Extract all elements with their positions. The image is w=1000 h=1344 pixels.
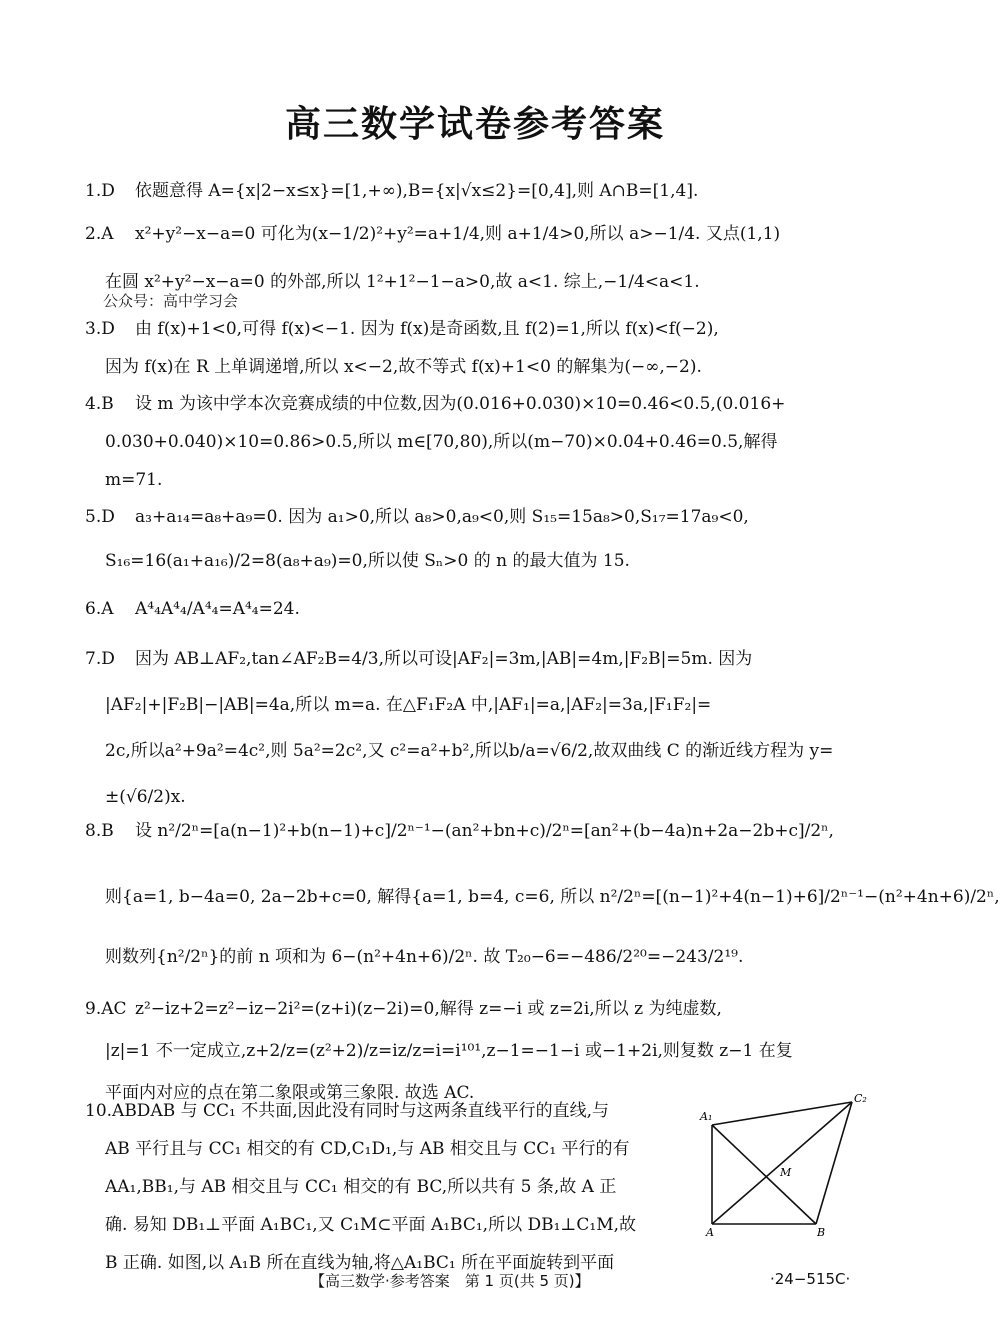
label-a1: A₁ xyxy=(700,1110,713,1123)
answer-number: 6.A xyxy=(85,599,114,619)
answer-line xyxy=(85,310,875,348)
answer-number: 2.A xyxy=(85,224,114,244)
answer-line: 则数列{n²/2ⁿ}的前 n 项和为 6−(n²+4n+6)/2ⁿ. 故 T₂₀−6=−486/2²⁰=−243/2¹⁹. xyxy=(105,947,744,967)
answer-item xyxy=(85,640,875,816)
answer-line: 2c,所以a²+9a²=4c²,则 5a²=2c²,又 c²=a²+b²,所以b/a=√6/2,故双曲线 C 的渐近线方程为 y= xyxy=(105,741,834,761)
answer-text: a₃+a₁₄=a₈+a₉=0. 因为 a₁>0,所以 a₈>0,a₉<0,则 S₁₅=15a₈>0,S₁₇=17a₉<0, xyxy=(135,507,749,527)
answer-line: 确. 易知 DB₁⊥平面 A₁BC₁,又 C₁M⊂平面 A₁BC₁,所以 DB₁⊥C₁M,故 xyxy=(105,1215,637,1235)
answer-item xyxy=(85,215,875,301)
answer-text: z²−iz+2=z²−iz−2i²=(z+i)(z−2i)=0,解得 z=−i 或 z=2i,所以 z 为纯虚数, xyxy=(135,999,722,1019)
answer-line xyxy=(85,172,875,210)
answer-line: 在圆 x²+y²−x−a=0 的外部,所以 1²+1²−1−a>0,故 a<1. 综上,−1/4<a<1. xyxy=(105,272,700,292)
answer-text: x²+y²−x−a=0 可化为(x−1/2)²+y²=a+1/4,则 a+1/4>0,所以 a>−1/4. 又点(1,1) xyxy=(135,224,781,244)
answer-line: ±(√6/2)x. xyxy=(105,787,186,807)
answer-text: 设 n²/2ⁿ=[a(n−1)²+b(n−1)+c]/2ⁿ⁻¹−(an²+bn+c)/2ⁿ=[an²+(b−4a)n+2a−2b+c]/2ⁿ, xyxy=(135,821,834,841)
answer-line: 平面内对应的点在第二象限或第三象限. 故选 AC. xyxy=(105,1083,475,1103)
answer-line: S₁₆=16(a₁+a₁₆)/2=8(a₈+a₉)=0,所以使 Sₙ>0 的 n 的最大值为 15. xyxy=(105,551,630,571)
answer-line: |AF₂|+|F₂B|−|AB|=4a,所以 m=a. 在△F₁F₂A 中,|AF₁|=a,|AF₂|=3a,|F₁F₂|= xyxy=(105,695,712,715)
answer-line: m=71. xyxy=(105,470,163,490)
answer-line xyxy=(85,385,875,423)
label-a: A xyxy=(706,1226,714,1239)
answer-line: 0.030+0.040)×10=0.86>0.5,所以 m∈[70,80),所以(m−70)×0.04+0.46=0.5,解得 xyxy=(105,432,778,452)
edge-a1-c2 xyxy=(712,1102,852,1125)
answer-number: 9.AC xyxy=(85,999,127,1019)
footer-page-info: 【高三数学·参考答案 第 1 页(共 5 页)】 xyxy=(310,1272,590,1290)
answer-line xyxy=(85,215,875,253)
answer-text: A⁴₄A⁴₄/A⁴₄=A⁴₄=24. xyxy=(135,599,300,619)
answer-line xyxy=(85,812,875,850)
label-m: M xyxy=(780,1166,792,1179)
answer-line xyxy=(85,590,875,628)
footer-code: ·24−515C· xyxy=(770,1270,851,1288)
answer-number: 5.D xyxy=(85,507,115,527)
answer-text: AB 与 CC₁ 不共面,因此没有同时与这两条直线平行的直线,与 xyxy=(150,1101,610,1121)
answer-line xyxy=(85,498,875,536)
edge-a1-b xyxy=(712,1125,816,1224)
answer-line: AA₁,BB₁,与 AB 相交且与 CC₁ 相交的有 BC,所以共有 5 条,故 A 正 xyxy=(105,1177,617,1197)
answer-line: 则{a=1, b−4a=0, 2a−2b+c=0, 解得{a=1, b=4, c=6, 所以 n²/2ⁿ=[(n−1)²+4(n−1)+6]/2ⁿ⁻¹−(n²+4n+6)/2ⁿ, xyxy=(105,887,1000,907)
answer-item xyxy=(85,172,875,210)
answer-number: 3.D xyxy=(85,319,115,339)
label-c2: C₂ xyxy=(854,1092,867,1105)
answer-line xyxy=(85,640,875,678)
answer-item xyxy=(85,590,875,628)
answer-item xyxy=(85,310,875,386)
answer-item xyxy=(85,385,875,499)
answer-item xyxy=(85,498,875,580)
answer-text: 因为 AB⊥AF₂,tan∠AF₂B=4/3,所以可设|AF₂|=3m,|AB|=4m,|F₂B|=5m. 因为 xyxy=(135,649,753,669)
answer-line: B 正确. 如图,以 A₁B 所在直线为轴,将△A₁BC₁ 所在平面旋转到平面 xyxy=(105,1253,615,1273)
geometry-figure xyxy=(700,1090,880,1240)
edge-a-c2 xyxy=(712,1102,852,1224)
answer-text: 依题意得 A={x|2−x≤x}=[1,+∞),B={x|√x≤2}=[0,4],则 A∩B=[1,4]. xyxy=(135,181,699,201)
answer-number: 7.D xyxy=(85,649,115,669)
answer-text: 设 m 为该中学本次竞赛成绩的中位数,因为(0.016+0.030)×10=0.46<0.5,(0.016+ xyxy=(135,394,786,414)
page-title: 高三数学试卷参考答案 xyxy=(284,104,665,145)
label-b: B xyxy=(817,1226,826,1239)
answer-item xyxy=(85,1092,705,1282)
answer-line: AB 平行且与 CC₁ 相交的有 CD,C₁D₁,与 AB 相交且与 CC₁ 平行的有 xyxy=(105,1139,630,1159)
answer-line xyxy=(85,990,875,1028)
answer-text: 由 f(x)+1<0,可得 f(x)<−1. 因为 f(x)是奇函数,且 f(2)=1,所以 f(x)<f(−2), xyxy=(135,319,719,339)
answer-number: 4.B xyxy=(85,394,114,414)
answer-number: 10.ABD xyxy=(85,1101,151,1121)
answer-line: |z|=1 不一定成立,z+2/z=(z²+2)/z=iz/z=i=i¹⁰¹,z−1=−1−i 或−1+2i,则复数 z−1 在复 xyxy=(105,1041,793,1061)
edge-c2-b xyxy=(816,1102,852,1224)
answer-line xyxy=(85,1092,705,1130)
answer-number: 8.B xyxy=(85,821,114,841)
answer-number: 1.D xyxy=(85,181,115,201)
answer-line: 因为 f(x)在 R 上单调递增,所以 x<−2,故不等式 f(x)+1<0 的解集为(−∞,−2). xyxy=(105,357,702,377)
watermark-text: 公众号：高中学习会 xyxy=(103,292,239,310)
answer-item xyxy=(85,812,1000,976)
